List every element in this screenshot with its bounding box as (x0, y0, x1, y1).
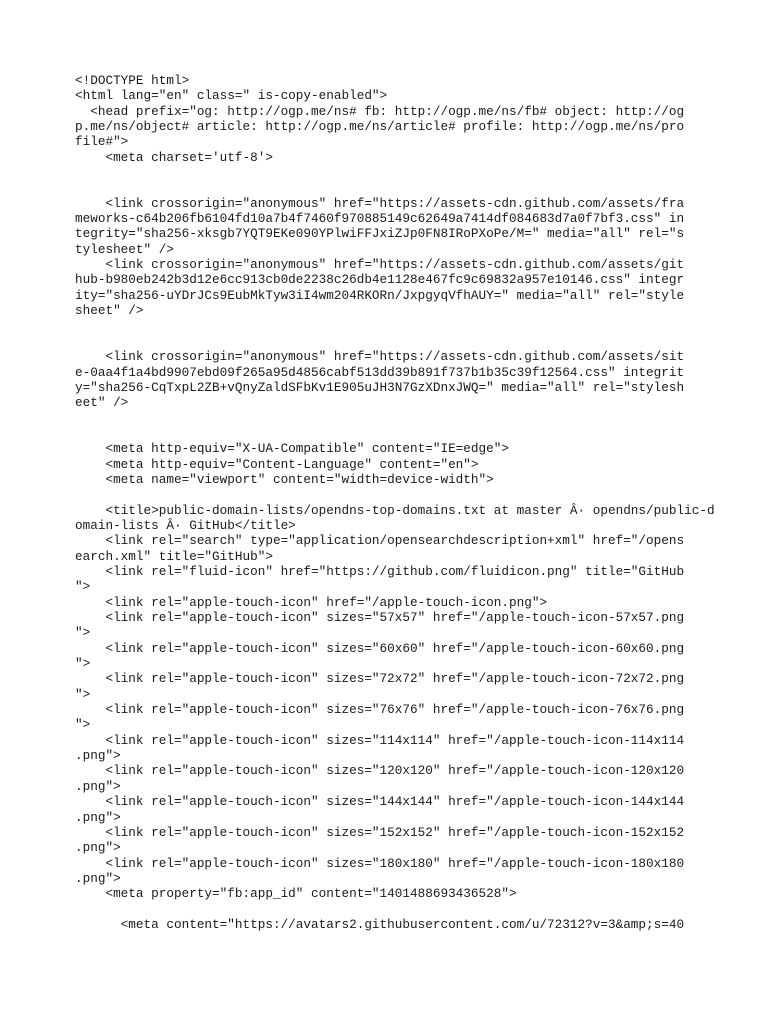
code-line: <link rel="search" type="application/opensearchdescription+xml" href="/opens (75, 533, 685, 549)
code-line (75, 334, 705, 349)
code-line: .png"> (75, 870, 121, 886)
code-line: y="sha256-CqTxpL2ZB+vQnyZaldSFbKv1E905uJH3N7GzXDnxJWQ=" media="all" rel="stylesh (75, 379, 685, 395)
code-line: "> (75, 579, 91, 595)
code-line: e-0aa4f1a4bd9907ebd09f265a95d4856cabf513dd39b891f737b1b35c39f12564.css" integrit (75, 364, 685, 380)
code-line: <link rel="apple-touch-icon" href="/apple-touch-icon.png"> (75, 594, 548, 610)
code-line: "> (75, 717, 91, 733)
code-line: hub-b980eb242b3d12e6cc913cb0de2238c26db4e1128e467fc9c69832a957e10146.css" integr (75, 272, 685, 288)
source-code-block (75, 73, 715, 932)
code-line (75, 165, 705, 180)
code-line (75, 411, 705, 426)
code-line: "> (75, 625, 91, 641)
code-line: <link crossorigin="anonymous" href="https://assets-cdn.github.com/assets/sit (75, 349, 685, 365)
code-line: .png"> (75, 840, 121, 856)
code-line: p.me/ns/object# article: http://ogp.me/ns/article# profile: http://ogp.me/ns/pro (75, 119, 685, 135)
code-line: eet" /> (75, 395, 129, 411)
code-line: <link rel="apple-touch-icon" sizes="152x152" href="/apple-touch-icon-152x152 (75, 824, 685, 840)
code-line: tegrity="sha256-xksgb7YQT9EKe090YPlwiFFJxiZJp0FN8IRoPXoPe/M=" media="all" rel="s (75, 226, 685, 242)
code-line: <link crossorigin="anonymous" href="https://assets-cdn.github.com/assets/fra (75, 195, 685, 211)
code-line: "> (75, 656, 91, 672)
code-line: file#"> (75, 134, 129, 150)
code-line: ity="sha256-uYDrJCs9EubMkTyw3iI4wm204RKORn/JxpgyqVfhAUY=" media="all" rel="style (75, 287, 685, 303)
code-line: <meta http-equiv="Content-Language" content="en"> (75, 456, 479, 472)
code-line: omain-lists Â· GitHub</title> (75, 517, 296, 533)
code-line: .png"> (75, 748, 121, 764)
code-line: <link rel="apple-touch-icon" sizes="144x144" href="/apple-touch-icon-144x144 (75, 794, 685, 810)
code-line: <head prefix="og: http://ogp.me/ns# fb: http://ogp.me/ns/fb# object: http://og (75, 103, 685, 119)
code-line: <link crossorigin="anonymous" href="https://assets-cdn.github.com/assets/git (75, 257, 685, 273)
code-line: <link rel="fluid-icon" href="https://github.com/fluidicon.png" title="GitHub (75, 564, 685, 579)
code-line (75, 902, 705, 917)
code-line: <link rel="apple-touch-icon" sizes="60x60" href="/apple-touch-icon-60x60.png (75, 640, 685, 656)
code-line: <link rel="apple-touch-icon" sizes="72x72" href="/apple-touch-icon-72x72.png (75, 671, 685, 687)
code-line: <link rel="apple-touch-icon" sizes="57x57" href="/apple-touch-icon-57x57.png (75, 610, 685, 626)
code-line (75, 426, 705, 441)
code-line: <meta property="fb:app_id" content="1401488693436528"> (75, 886, 517, 902)
code-line: <link rel="apple-touch-icon" sizes="114x114" href="/apple-touch-icon-114x114 (75, 732, 685, 748)
code-line: sheet" /> (75, 303, 144, 319)
code-line: earch.xml" title="GitHub"> (75, 548, 273, 564)
code-line: .png"> (75, 809, 121, 825)
code-line: <link rel="apple-touch-icon" sizes="180x180" href="/apple-touch-icon-180x180 (75, 855, 685, 871)
code-line: meworks-c64b206fb6104fd10a7b4f7460f970885149c62649a7414df084683d7a0f7bf3.css" in (75, 211, 685, 227)
code-line: tylesheet" /> (75, 241, 174, 257)
code-line: <link rel="apple-touch-icon" sizes="76x76" href="/apple-touch-icon-76x76.png (75, 702, 685, 718)
code-line: <link rel="apple-touch-icon" sizes="120x120" href="/apple-touch-icon-120x120 (75, 763, 685, 779)
code-line: <meta charset='utf-8'> (75, 149, 273, 165)
code-line (75, 487, 705, 502)
code-line: .png"> (75, 778, 121, 794)
code-line: <!DOCTYPE html> (75, 73, 190, 88)
code-line: <meta name="viewport" content="width=device-width"> (75, 471, 494, 487)
code-line (75, 180, 705, 195)
code-line: <title>public-domain-lists/opendns-top-domains.txt at master Â· opendns/public-d (75, 502, 715, 518)
code-line (75, 319, 705, 334)
code-line: <html lang="en" class=" is-copy-enabled"> (75, 88, 388, 104)
code-line: <meta http-equiv="X-UA-Compatible" content="IE=edge"> (75, 441, 509, 457)
code-line: "> (75, 686, 91, 702)
code-line: <meta content="https://avatars2.githubusercontent.com/u/72312?v=3&amp;s=40 (75, 916, 685, 932)
